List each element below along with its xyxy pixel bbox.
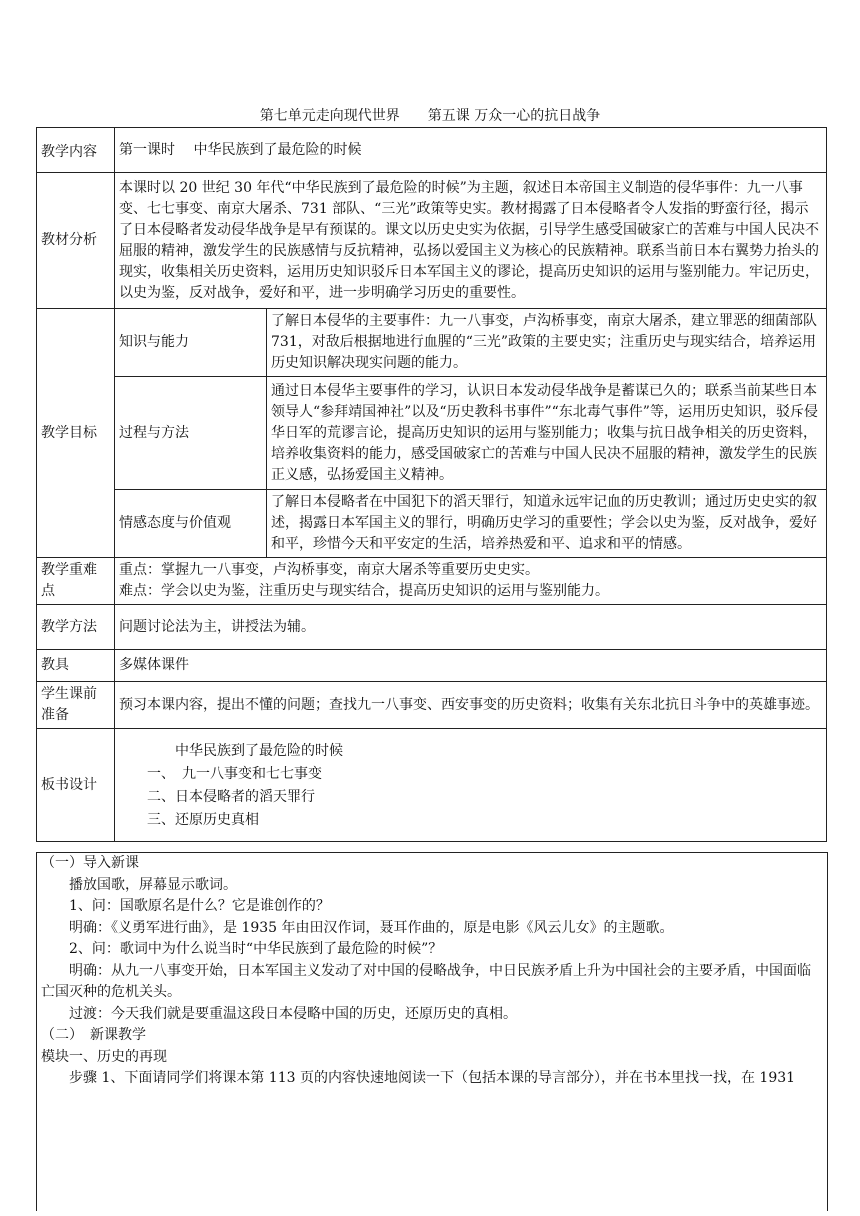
section-heading: （二） 新课教学 bbox=[41, 1027, 146, 1043]
row-goal-knowledge bbox=[37, 309, 827, 377]
value-prep: 预习本课内容，提出不懂的问题；查找九一八事变、西安事变的历史资料；收集有关东北抗日斗争中的英雄事迹。 bbox=[115, 682, 827, 729]
goal-label-emotion: 情感态度与价值观 bbox=[115, 490, 267, 558]
module-heading: 模块一、历史的再现 bbox=[41, 1048, 167, 1065]
row-method bbox=[37, 605, 827, 650]
board-line: 二、日本侵略者的滔天罪行 bbox=[119, 788, 315, 805]
key-point-difficulty: 难点：学会以史为鉴，注重历史与现实结合，提高历史知识的运用与鉴别能力。 bbox=[119, 583, 609, 599]
value-tools: 多媒体课件 bbox=[115, 650, 827, 682]
board-line: 一、 九一八事变和七七事变 bbox=[119, 765, 322, 782]
row-goal-process bbox=[37, 377, 827, 490]
board-line: 中华民族到了最危险的时候 bbox=[119, 742, 343, 759]
label-tools: 教具 bbox=[37, 650, 115, 682]
lesson-plan-table bbox=[36, 127, 827, 842]
value-content: 第一课时 中华民族到了最危险的时候 bbox=[115, 128, 827, 173]
paragraph: 明确：从九一八事变开始，日本军国主义发动了对中国的侵略战争，中日民族矛盾上升为中国社会的主要矛盾，中国面临亡国灭种的危机关头。 bbox=[41, 962, 811, 1000]
board-design bbox=[115, 729, 827, 842]
label-key-points: 教学重难点 bbox=[37, 558, 115, 605]
page-title: 第七单元走向现代世界 第五课 万众一心的抗日战争 bbox=[259, 108, 601, 124]
paragraph: 1、问：国歌原名是什么？它是谁创作的？ bbox=[69, 898, 330, 914]
row-analysis bbox=[37, 173, 827, 309]
label-analysis: 教材分析 bbox=[37, 173, 115, 309]
goal-label-process: 过程与方法 bbox=[115, 377, 267, 490]
value-analysis: 本课时以 20 世纪 30 年代“中华民族到了最危险的时候”为主题，叙述日本帝国主义制造的侵华事件：九一八事变、七七事变、南京大屠杀、731 部队、“三光”政策等史实。教材揭露了日本侵略者令人发指的野蛮行径，揭示了日本侵略者发动侵华战争是早有预谋的。课文以历史史实为依据，引导学生感受国破家亡的苦难与中国人民决不屈服的精神，激发学生的民族感情与反抗精神，弘扬以爱国主义为核心的民族精神。联系当前日本右翼势力抬头的现实，收集相关历史资料，运用历史知识驳斥日本军国主义的谬论，提高历史知识的运用与鉴别能力。牢记历史，以史为鉴，反对战争，爱好和平，进一步明确学习历史的重要性。 bbox=[115, 173, 827, 309]
paragraph: 播放国歌，屏幕显示歌词。 bbox=[69, 876, 237, 893]
row-goal-emotion bbox=[37, 490, 827, 558]
board-line: 三、还原历史真相 bbox=[119, 811, 259, 828]
goal-value-process: 通过日本侵华主要事件的学习，认识日本发动侵华战争是蓄谋已久的；联系当前某些日本领导人“参拜靖国神社”以及“历史教科书事件”“东北毒气事件”等，运用历史知识，驳斥侵华日军的荒谬言论，提高历史知识的运用与鉴别能力；收集与抗日战争相关的历史资料，培养收集资料的能力，感受国破家亡的苦难与中国人民决不屈服的精神，激发学生的民族正义感，弘扬爱国主义精神。 bbox=[267, 377, 827, 490]
key-point-focus: 重点：掌握九一八事变，卢沟桥事变，南京大屠杀等重要历史史实。 bbox=[119, 562, 539, 578]
paragraph: 2、问：歌词中为什么说当时“中华民族到了最危险的时候”？ bbox=[69, 941, 443, 957]
label-content: 教学内容 bbox=[37, 128, 115, 173]
label-prep: 学生课前准备 bbox=[37, 682, 115, 729]
label-board: 板书设计 bbox=[37, 729, 115, 842]
goal-value-emotion: 了解日本侵略者在中国犯下的滔天罪行，知道永远牢记血的历史教训；通过历史史实的叙述，揭露日本军国主义的罪行，明确历史学习的重要性；学会以史为鉴，反对战争，爱好和平，珍惜今天和平安定的生活，培养热爱和平、追求和平的情感。 bbox=[267, 490, 827, 558]
label-method: 教学方法 bbox=[37, 605, 115, 650]
value-method: 问题讨论法为主，讲授法为辅。 bbox=[115, 605, 827, 650]
paragraph: 过渡：今天我们就是要重温这段日本侵略中国的历史，还原历史的真相。 bbox=[69, 1005, 517, 1022]
row-key-points bbox=[37, 558, 827, 605]
goal-value-knowledge: 了解日本侵华的主要事件：九一八事变，卢沟桥事变，南京大屠杀，建立罪恶的细菌部队 731，对敌后根据地进行血腥的“三光”政策的主要史实；注重历史与现实结合，培养运用历史知识解决现实问题的能力。 bbox=[267, 309, 827, 377]
goal-label-knowledge: 知识与能力 bbox=[115, 309, 267, 377]
paragraph: 步骤 1、下面请同学们将课本第 113 页的内容快速地阅读一下（包括本课的导言部分），并在书本里找一找，在 1931 bbox=[69, 1070, 796, 1086]
lesson-procedure bbox=[36, 852, 828, 1211]
row-board bbox=[37, 729, 827, 842]
row-prep bbox=[37, 682, 827, 729]
section-heading: （一）导入新课 bbox=[41, 855, 139, 871]
paragraph: 明确：《义勇军进行曲》，是 1935 年由田汉作词，聂耳作曲的，原是电影《风云儿女》的主题歌。 bbox=[69, 919, 674, 936]
label-goals: 教学目标 bbox=[37, 309, 115, 558]
row-tools bbox=[37, 650, 827, 682]
row-content bbox=[37, 128, 827, 173]
